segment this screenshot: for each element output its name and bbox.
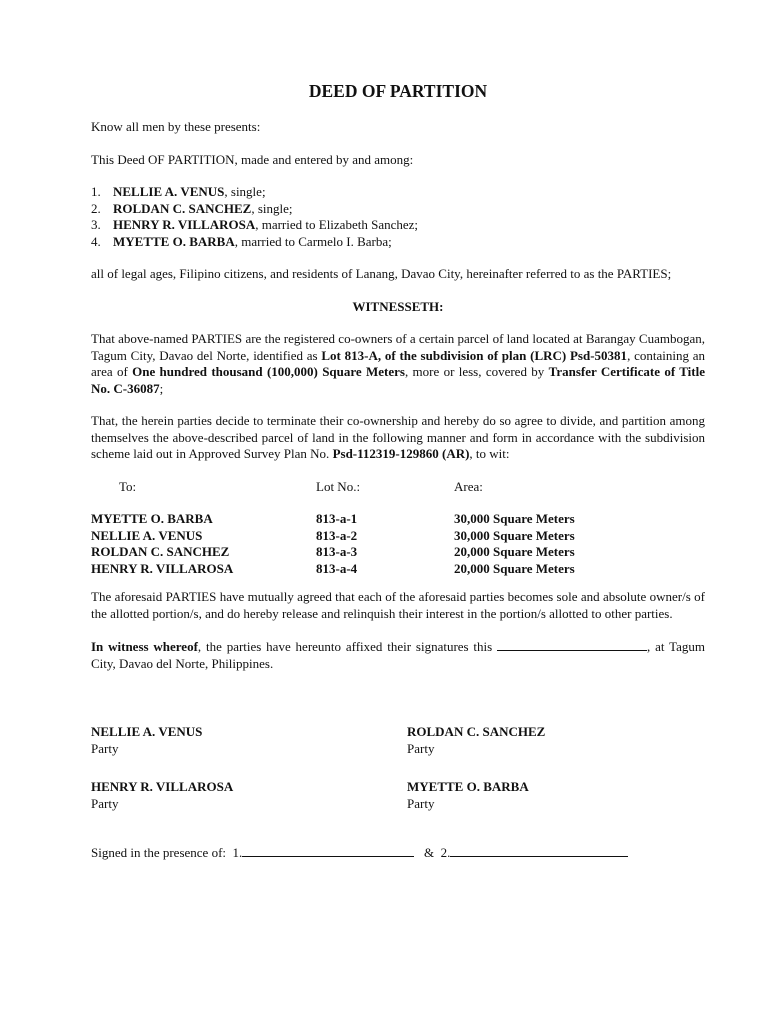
allocation-owner: HENRY R. VILLAROSA <box>91 560 234 576</box>
witness-one-blank <box>242 844 414 857</box>
allocation-header <box>91 479 705 496</box>
column-header-area: Area: <box>454 478 483 494</box>
parties-description: all of legal ages, Filipino citizens, and residents of Lanang, Davao City, hereinafter referred to as the PARTIES; <box>91 266 672 281</box>
column-header-to: To: <box>119 478 137 494</box>
witness-two-blank <box>450 844 628 857</box>
column-header-lot: Lot No.: <box>316 478 361 494</box>
signatory-name: NELLIE A. VENUS <box>91 724 203 739</box>
signatory-name: HENRY R. VILLAROSA <box>91 779 234 794</box>
land-area: One hundred thousand (100,000) Square Meters <box>132 364 405 379</box>
signatory-role: Party <box>407 740 435 756</box>
party-number: 4. <box>91 233 101 249</box>
signatory-role: Party <box>407 795 435 811</box>
allocation-owner: ROLDAN C. SANCHEZ <box>91 544 230 559</box>
signatory-role: Party <box>91 795 119 811</box>
ampersand: & <box>424 845 435 860</box>
signatory-name: MYETTE O. BARBA <box>407 779 529 794</box>
party-number: 3. <box>91 217 101 232</box>
witness-two-number: 2. <box>440 845 451 860</box>
party-name: HENRY R. VILLAROSA <box>113 217 256 232</box>
allocation-lot: 813-a-3 <box>316 544 358 559</box>
allocation-area: 20,000 Square Meters <box>454 544 575 559</box>
allocation-owner: MYETTE O. BARBA <box>91 511 213 526</box>
allocation-lot: 813-a-4 <box>316 560 358 576</box>
para-text: That, the herein parties decide to terminate their co-ownership and hereby do so agree to divide, and partition among themselves the above-described parcel of land in the following manner and form in accordance with the subdivision scheme laid out in Approved Survey Plan No. <box>91 413 705 461</box>
partition-paragraph <box>91 413 705 463</box>
allocation-area: 20,000 Square Meters <box>454 560 575 576</box>
party-item <box>91 234 705 251</box>
party-number: 2. <box>91 200 101 216</box>
party-name: ROLDAN C. SANCHEZ <box>113 200 252 216</box>
allocation-lot: 813-a-2 <box>316 527 358 543</box>
title-number: Transfer Certificate of Title No. C-36087 <box>91 364 706 396</box>
signature-block <box>91 724 407 757</box>
party-item <box>91 201 705 218</box>
witness-line-label: Signed in the presence of: <box>91 845 227 860</box>
party-name: MYETTE O. BARBA <box>113 233 235 249</box>
para-text: , to wit: <box>469 446 510 461</box>
intro-line: Know all men by these presents: <box>91 119 261 134</box>
allocation-owner: NELLIE A. VENUS <box>91 527 203 543</box>
survey-plan-number: Psd-112319-129860 (AR) <box>332 446 470 461</box>
allocation-lot: 813-a-1 <box>316 511 358 526</box>
party-name: NELLIE A. VENUS <box>113 184 225 199</box>
para-text: , at Tagum City, Davao del Norte, Philippines. <box>91 639 706 671</box>
agreement-paragraph: The aforesaid PARTIES have mutually agreed that each of the aforesaid parties becomes sole and absolute owner/s of the allotted portion/s, and do hereby release and relinquish their interest in the portion/s allotted to other parties. <box>91 589 705 621</box>
allocation-area: 30,000 Square Meters <box>454 527 575 543</box>
allocation-table <box>91 511 705 577</box>
para-text: , more or less, covered by <box>404 364 549 379</box>
para-text: ; <box>159 380 164 396</box>
party-status: , married to Elizabeth Sanchez; <box>255 217 419 232</box>
witness-one-number: 1. <box>232 845 243 860</box>
signatures-block <box>91 724 705 812</box>
ownership-paragraph <box>91 331 705 397</box>
deed-line: This Deed OF PARTITION, made and entered by and among: <box>91 151 414 167</box>
signatory-name: ROLDAN C. SANCHEZ <box>407 724 546 739</box>
signatory-role: Party <box>91 740 119 756</box>
witness-whereof-label: In witness whereof <box>91 639 198 654</box>
signature-block <box>91 779 407 812</box>
witnesseth-heading: WITNESSETH: <box>352 298 444 314</box>
witness-signature-line <box>91 844 705 862</box>
date-blank <box>497 638 647 651</box>
document-title: DEED OF PARTITION <box>308 81 488 101</box>
party-item <box>91 184 705 201</box>
party-status: , single; <box>251 200 293 216</box>
party-status: , married to Carmelo I. Barba; <box>234 233 392 249</box>
signature-block <box>407 779 705 812</box>
para-text: , the parties have hereunto affixed their signatures this <box>197 639 498 654</box>
party-status: , single; <box>224 184 266 199</box>
parties-list <box>91 184 705 250</box>
para-text: That above-named PARTIES are the registered co-owners of a certain parcel of land located at Barangay Cuambogan, Tagum City, Davao del Norte, identified as <box>91 331 705 363</box>
party-number: 1. <box>91 184 101 199</box>
signature-block <box>407 724 705 757</box>
party-item <box>91 217 705 234</box>
allocation-area: 30,000 Square Meters <box>454 511 575 526</box>
para-text: , containing an area of <box>91 347 705 379</box>
lot-reference: Lot 813-A, of the subdivision of plan (LRC) Psd-50381 <box>321 347 628 363</box>
witness-whereof-paragraph <box>91 638 705 672</box>
